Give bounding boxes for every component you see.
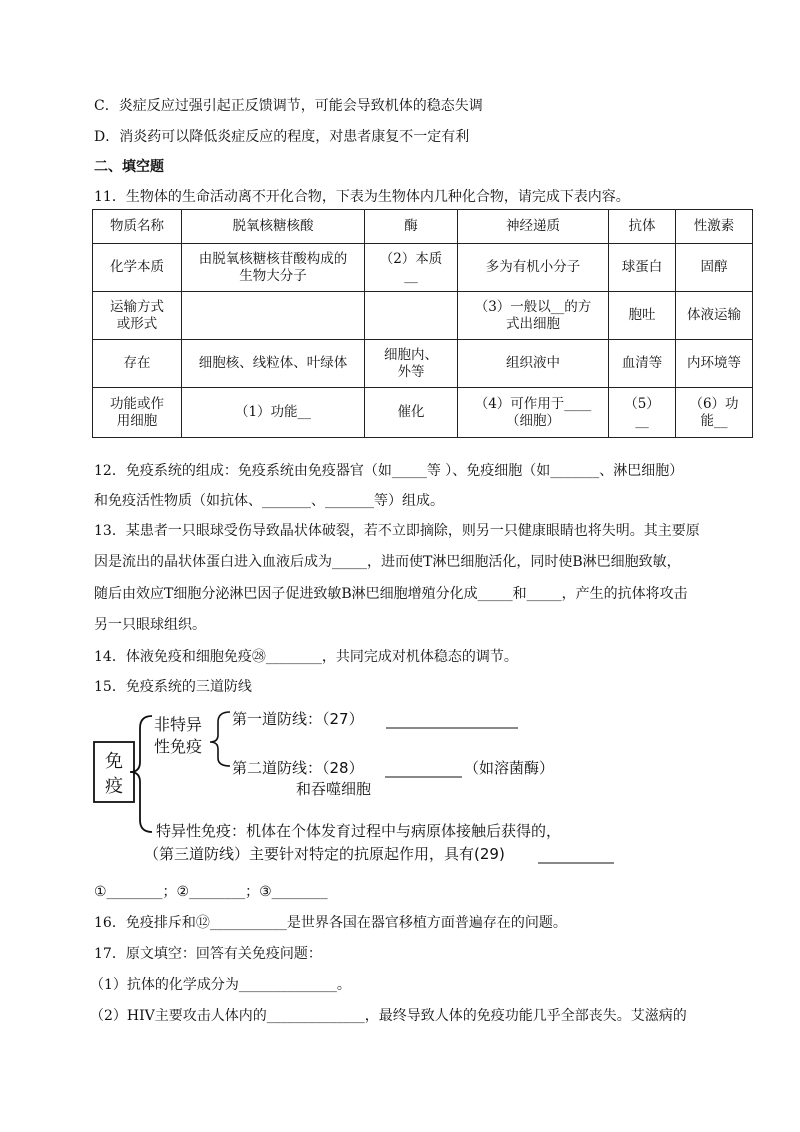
cell-text: 存在 <box>123 355 151 371</box>
q17-sub1: （1）抗体的化学成分为______________。 <box>90 977 351 993</box>
table-cell <box>676 244 753 292</box>
table-cell <box>458 340 609 388</box>
table-row <box>93 388 753 438</box>
table-header-cell: 抗体 <box>609 210 676 244</box>
table-cell <box>609 292 676 340</box>
cell-text: （1）功能__ <box>234 404 312 420</box>
q12-line1: 12．免疫系统的组成：免疫系统由免疫器官（如_____等 ）、免疫细胞（如_______、淋巴细胞） <box>94 463 684 479</box>
option-c: C．炎症反应过强引起正反馈调节，可能会导致机体的稳态失调 <box>94 98 483 114</box>
cell-text: （4）可作用于____ <box>474 395 592 412</box>
cell-text: （5） <box>624 395 660 412</box>
table-cell <box>609 388 676 438</box>
table-header-row <box>93 210 753 244</box>
table-header-cell: 酶 <box>365 210 458 244</box>
table-cell <box>182 292 365 340</box>
cell-text: （3）一般以__的方 <box>474 298 592 315</box>
table-cell <box>458 292 609 340</box>
cell-text: 内环境等 <box>687 355 741 371</box>
table-cell <box>458 244 609 292</box>
specific-immunity-1: 特异性免疫：机体在个体发育过程中与病原体接触后获得的， <box>156 822 562 840</box>
sub-brace <box>210 712 230 766</box>
table-cell <box>182 340 365 388</box>
q16: 16．免疫排斥和⑫___________是世界各国在器官移植方面普遍存在的问题。 <box>94 915 567 931</box>
table-row <box>93 340 753 388</box>
table-row-label <box>93 340 182 388</box>
table-row <box>93 244 753 292</box>
q12-line2: 和免疫活性物质（如抗体、_______、_______等）组成。 <box>94 493 444 509</box>
table-row-label <box>93 388 182 438</box>
table-cell <box>676 292 753 340</box>
q13-line3: 随后由效应T细胞分泌淋巴因子促进致敏B淋巴细胞增殖分化成_____和_____，产生的抗体将攻击 <box>94 586 688 602</box>
root-char-2: 疫 <box>105 776 123 797</box>
cell-text: 外等 <box>397 363 425 380</box>
table-row-label <box>93 292 182 340</box>
table-cell <box>365 292 458 340</box>
nonspecific-label-1: 非特异 <box>154 715 203 734</box>
table-cell <box>365 244 458 292</box>
immune-defense-diagram <box>90 700 650 870</box>
table-header-cell: 物质名称 <box>93 210 182 244</box>
cell-text: 能__ <box>700 412 728 429</box>
cell-text: 细胞内、 <box>384 346 438 363</box>
cell-text: 血清等 <box>621 355 663 371</box>
table-cell <box>365 388 458 438</box>
cell-text: 由脱氧核糖核苷酸构成的 <box>198 250 348 267</box>
q13-line1: 13．某患者一只眼球受伤导致晶状体破裂，若不立即摘除，则另一只健康眼睛也将失明。其主要原 <box>94 523 700 539</box>
section-title: 二、填空题 <box>94 159 164 175</box>
cell-text: （细胞） <box>506 412 560 429</box>
cell-text: （6）功 <box>689 395 739 412</box>
table-header-cell: 神经递质 <box>458 210 609 244</box>
table-cell <box>365 340 458 388</box>
compound-table <box>92 209 753 438</box>
q15-answers: ①________；②________；③________ <box>94 884 328 900</box>
table-row-label <box>93 244 182 292</box>
table-cell <box>182 388 365 438</box>
root-char-1: 免 <box>105 751 123 772</box>
cell-text: 体液运输 <box>687 307 741 323</box>
cell-text: 组织液中 <box>506 355 560 371</box>
table-cell <box>676 388 753 438</box>
cell-text: __ <box>635 412 649 429</box>
nonspecific-label-2: 性免疫 <box>154 737 203 756</box>
cell-text: 生物大分子 <box>239 267 307 284</box>
second-defense: 第二道防线：（28） <box>232 759 364 777</box>
q15-stem: 15．免疫系统的三道防线 <box>94 679 252 695</box>
option-d: D．消炎药可以降低炎症反应的程度，对患者康复不一定有利 <box>94 129 470 145</box>
cell-text: 用细胞 <box>116 412 158 429</box>
cell-text: __ <box>404 267 418 284</box>
table-cell <box>609 340 676 388</box>
table-header-cell: 脱氧核糖核酸 <box>182 210 365 244</box>
q14: 14．体液免疫和细胞免疫㉘________，共同完成对机体稳态的调节。 <box>94 649 518 665</box>
cell-text: （2）本质 <box>379 250 443 267</box>
second-defense-note: （如溶菌酶） <box>464 759 555 777</box>
cell-text: 固醇 <box>700 259 728 275</box>
cell-text: 或形式 <box>116 315 158 332</box>
specific-immunity-2: （第三道防线）主要针对特定的抗原起作用，具有(29) <box>144 845 505 863</box>
cell-text: 化学本质 <box>110 259 164 275</box>
table-row <box>93 292 753 340</box>
table-cell <box>609 244 676 292</box>
cell-text: 运输方式 <box>110 298 164 315</box>
cell-text: 催化 <box>397 404 425 420</box>
q17-sub2: （2）HIV主要攻击人体内的______________，最终导致人体的免疫功能几乎全部丧失。艾滋病的 <box>90 1008 687 1024</box>
cell-text: 功能或作 <box>110 395 164 412</box>
cell-text: 细胞核、线粒体、叶绿体 <box>198 355 348 371</box>
cell-text: 式出细胞 <box>506 315 560 332</box>
table-cell <box>676 340 753 388</box>
q13-line4: 另一只眼球组织。 <box>94 617 206 633</box>
q13-line2: 因是流出的晶状体蛋白进入血液后成为_____，进而使T淋巴细胞活化，同时使B淋巴细胞致敏， <box>94 554 681 570</box>
q11-stem: 11．生物体的生命活动离不开化合物，下表为生物体内几种化合物，请完成下表内容。 <box>94 189 630 205</box>
table-cell <box>458 388 609 438</box>
cell-text: 胞吐 <box>628 307 656 323</box>
cell-text: 多为有机小分子 <box>485 259 581 275</box>
cell-text: 球蛋白 <box>621 259 663 275</box>
table-cell <box>182 244 365 292</box>
second-defense-cont: 和吞噬细胞 <box>296 780 372 798</box>
first-defense: 第一道防线：（27） <box>232 710 364 728</box>
q17-stem: 17．原文填空：回答有关免疫问题： <box>94 946 322 962</box>
table-header-cell: 性激素 <box>676 210 753 244</box>
